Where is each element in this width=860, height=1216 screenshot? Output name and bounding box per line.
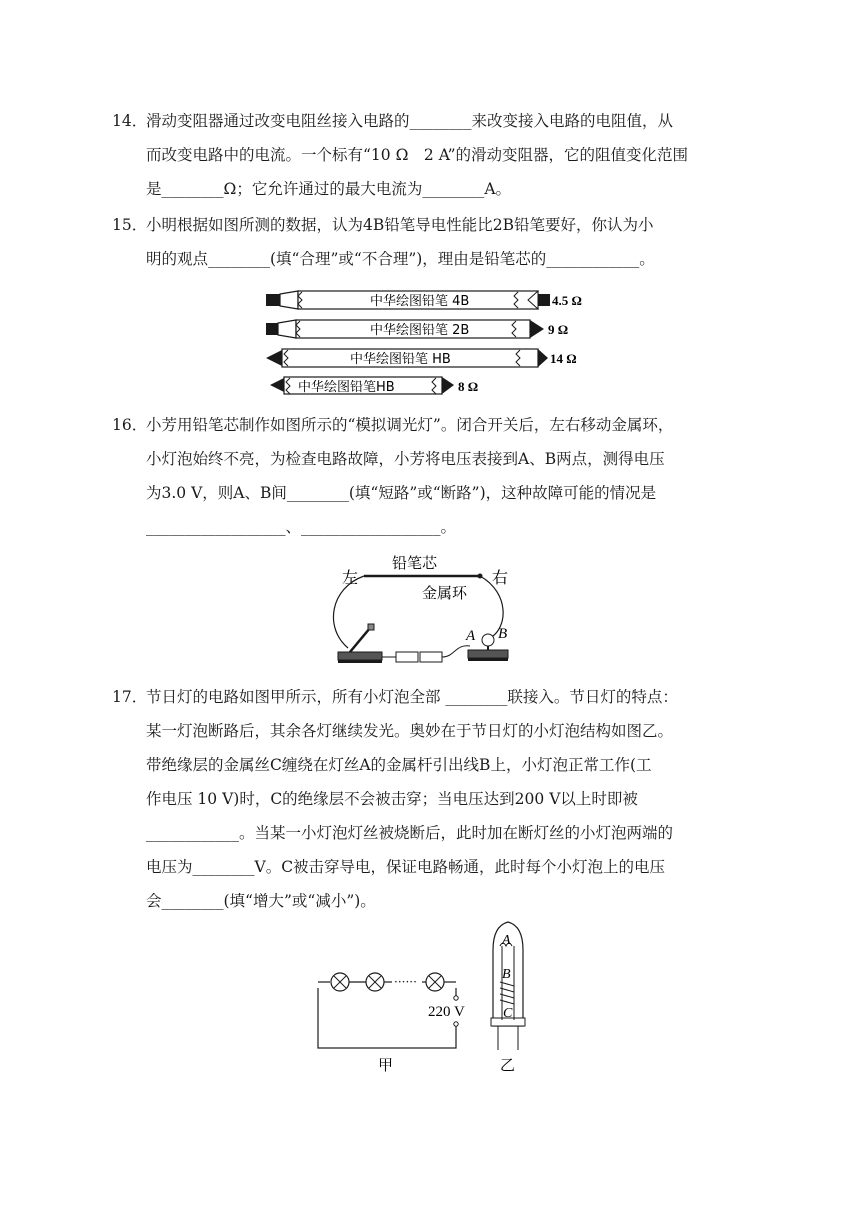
right-label: 右 <box>492 568 509 587</box>
caption-jia: 甲 <box>378 1056 394 1074</box>
question-line: 明的观点________(填“合理”或“不合理”)，理由是铅笔芯的____________。 <box>146 250 655 268</box>
lamp-icon <box>426 973 444 991</box>
pencil-resistance: 4.5 Ω <box>552 293 582 308</box>
pencil-name: 中华绘图铅笔 HB <box>350 352 451 367</box>
pencil-hb <box>266 349 577 367</box>
question-line: 小灯泡始终不亮，为检查电路故障，小芳将电压表接到A、B两点，测得电压 <box>146 450 665 468</box>
question-line: 16．小芳用铅笔芯制作如图所示的“模拟调光灯”。闭合开关后，左右移动金属环， <box>112 408 732 442</box>
bulb-structure-yi <box>491 922 525 1074</box>
question-line: 作电压 10 V)时，C的绝缘层不会被击穿；当电压达到200 V以上时即被 <box>146 790 638 808</box>
ellipsis-dots: ······ <box>394 975 417 989</box>
question-line: 会________(填“增大”或“减小”)。 <box>146 892 376 910</box>
dimmer-circuit-figure <box>330 548 530 670</box>
question-number: 15． <box>112 216 148 234</box>
series-circuit-jia <box>316 973 465 1074</box>
pencil-name: 中华绘图铅笔HB <box>298 380 395 395</box>
pencil-4b <box>266 291 582 309</box>
question-17 <box>112 680 732 918</box>
battery-pack <box>382 646 470 662</box>
lamp-icon <box>331 973 349 991</box>
label-a: A <box>502 933 511 948</box>
question-number: 14． <box>112 112 148 130</box>
pencil-hb-short <box>270 377 478 395</box>
question-line: ____________。当某一小灯泡灯丝被烧断后，此时加在断灯丝的小灯泡两端的 <box>146 824 674 842</box>
question-line: 电压为________V。C被击穿导电，保证电路畅通，此时每个小灯泡上的电压 <box>146 858 666 876</box>
lamp-icon <box>366 973 384 991</box>
question-14 <box>112 104 732 206</box>
voltage-label: 220 V <box>428 1004 465 1020</box>
question-line: 15．小明根据如图所测的数据，认为4B铅笔导电性能比2B铅笔要好，你认为小 <box>112 208 732 242</box>
question-line: __________________、__________________。 <box>146 518 457 536</box>
question-line: 某一灯泡断路后，其余各灯继续发光。奥妙在于节日灯的小灯泡结构如图乙。 <box>146 722 674 740</box>
question-16 <box>112 408 732 544</box>
question-line: 17．节日灯的电路如图甲所示，所有小灯泡全部 ________联接入。节日灯的特点： <box>112 680 732 714</box>
point-a-label: A <box>466 628 476 644</box>
pencil-name: 中华绘图铅笔 2B <box>370 323 470 338</box>
question-line: 是________Ω；它允许通过的最大电流为________A。 <box>146 180 512 198</box>
question-number: 16． <box>112 416 148 434</box>
switch <box>338 624 382 663</box>
caption-yi: 乙 <box>500 1056 516 1074</box>
pencil-name: 中华绘图铅笔 4B <box>370 294 470 309</box>
question-15 <box>112 208 732 276</box>
pencil-2b <box>266 320 568 338</box>
pencil-lead-label: 铅笔芯 <box>392 554 438 572</box>
question-line: 14．滑动变阻器通过改变电阻丝接入电路的________来改变接入电路的电阻值，从 <box>112 104 732 138</box>
pencils-figure <box>262 288 602 396</box>
left-label: 左 <box>342 568 359 587</box>
question-line: 带绝缘层的金属丝C缠绕在灯丝A的金属杆引出线B上，小灯泡正常工作(工 <box>146 756 652 774</box>
question-line: 为3.0 V，则A、B间________(填“短路”或“断路”)，这种故障可能的情况是 <box>146 484 657 502</box>
metal-ring-label: 金属环 <box>422 584 468 602</box>
pencil-resistance: 9 Ω <box>548 322 569 337</box>
festival-lights-figure <box>310 920 550 1080</box>
label-b: B <box>502 967 511 982</box>
label-c: C <box>503 1006 513 1021</box>
question-number: 17． <box>112 688 148 706</box>
pencil-resistance: 14 Ω <box>550 351 577 366</box>
question-line: 而改变电路中的电流。一个标有“10 Ω 2 A”的滑动变阻器，它的阻值变化范围 <box>146 146 689 164</box>
pencil-resistance: 8 Ω <box>458 379 479 394</box>
point-b-label: B <box>498 626 508 642</box>
